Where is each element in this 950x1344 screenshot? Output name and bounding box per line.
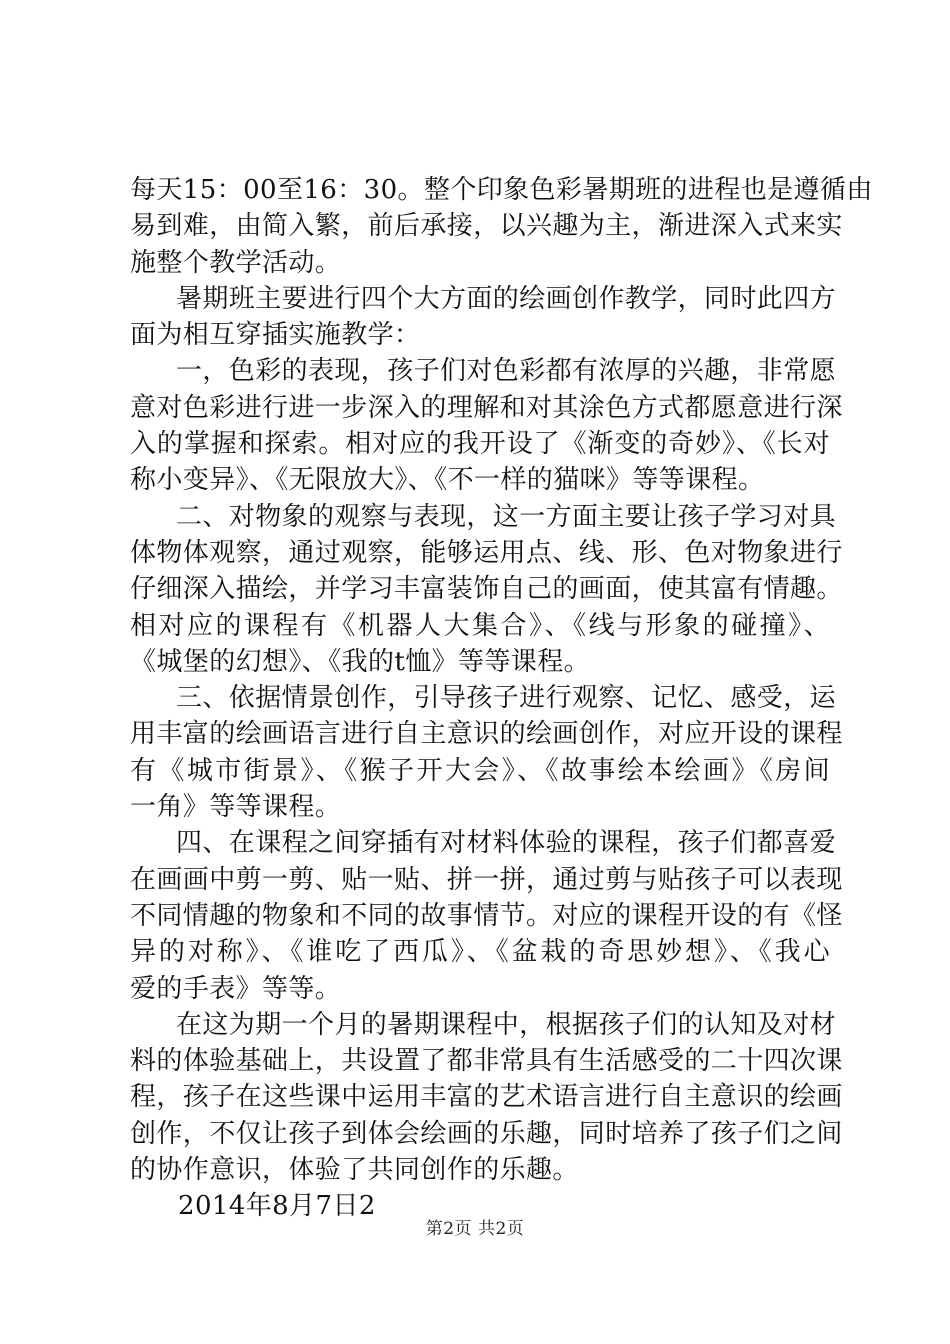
text-line: 创作，不仅让孩子到体会绘画的乐趣，同时培养了孩子们之间 — [130, 1118, 843, 1149]
paragraph-start-line: 二、对物象的观察与表现，这一方面主要让孩子学习对具 — [176, 501, 837, 532]
text-line: 料的体验基础上，共设置了都非常具有生活感受的二十四次课 — [130, 1046, 843, 1077]
text-line: 程，孩子在这些课中运用丰富的艺术语言进行自主意识的绘画 — [130, 1082, 843, 1113]
text-line: 施整个教学活动。 — [130, 247, 342, 278]
text-line: 相对应的课程有《机器人大集合》、《线与形象的碰撞》、 — [130, 610, 830, 641]
text-line: 《城堡的幻想》、《我的t恤》等等课程。 — [130, 646, 591, 677]
text-line: 爱的手表》等等。 — [130, 973, 342, 1004]
text-line: 面为相互穿插实施教学： — [130, 320, 421, 351]
paragraph-start-line: 四、在课程之间穿插有对材料体验的课程，孩子们都喜爱 — [176, 828, 837, 859]
text-line: 在画画中剪一剪、贴一贴、拼一拼，通过剪与贴孩子可以表现 — [130, 864, 843, 895]
text-line: 称小变异》、《无限放大》、《不一样的猫咪》等等课程。 — [130, 465, 765, 496]
paragraph-start-line: 三、依据情景创作，引导孩子进行观察、记忆、感受，运 — [176, 683, 837, 714]
text-line: 有《城市街景》、《猴子开大会》、《故事绘本绘画》《房间 — [130, 755, 830, 786]
paragraph-start-line: 暑期班主要进行四个大方面的绘画创作教学，同时此四方 — [176, 283, 837, 314]
text-line: 每天15：00至16：30。整个印象色彩暑期班的进程也是遵循由 — [130, 175, 873, 205]
page-footer: 第2页 共2页 — [425, 1219, 525, 1239]
text-line: 用丰富的绘画语言进行自主意识的绘画创作，对应开设的课程 — [130, 719, 843, 750]
date-line: 2014年8月7日2 — [178, 1191, 376, 1222]
text-line: 的协作意识，体验了共同创作的乐趣。 — [130, 1155, 579, 1186]
paragraph-start-line: 一，色彩的表现，孩子们对色彩都有浓厚的兴趣，非常愿 — [176, 356, 837, 387]
text-line: 易到难，由简入繁，前后承接，以兴趣为主，渐进深入式来实 — [130, 211, 843, 242]
paragraph-start-line: 在这为期一个月的暑期课程中，根据孩子们的认知及对材 — [176, 1009, 837, 1040]
text-line: 一角》等等课程。 — [130, 792, 342, 823]
text-line: 异的对称》、《谁吃了西瓜》、《盆栽的奇思妙想》、《我心 — [130, 937, 830, 968]
text-line: 体物体观察，通过观察，能够运用点、线、形、色对物象进行 — [130, 537, 843, 568]
text-line: 不同情趣的物象和不同的故事情节。对应的课程开设的有《怪 — [130, 900, 843, 931]
text-line: 意对色彩进行进一步深入的理解和对其涂色方式都愿意进行深 — [130, 392, 843, 423]
document-body — [130, 172, 873, 1225]
text-line: 仔细深入描绘，并学习丰富装饰自己的画面，使其富有情趣。 — [130, 574, 843, 605]
text-line: 入的掌握和探索。相对应的我开设了《渐变的奇妙》、《长对 — [130, 429, 830, 460]
